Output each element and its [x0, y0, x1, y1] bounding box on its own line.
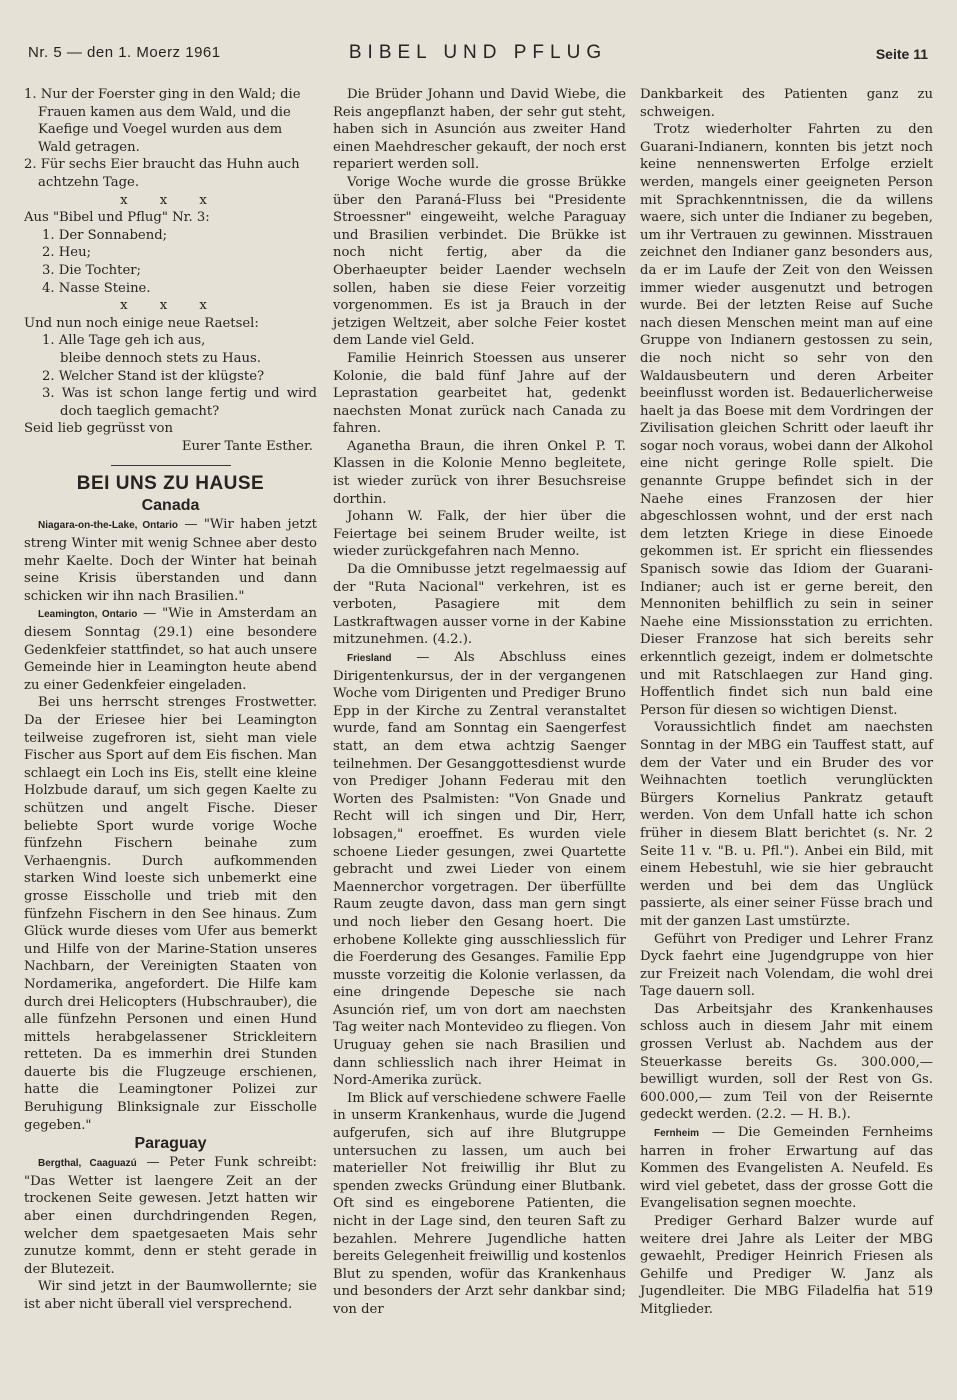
report-leamington: Leamington, Ontario — "Wie in Amsterdam an diesem Sonntag (29.1) eine besondere Gedenkfeier stattfindet, so hat auch unsere Gemeinde hier in Leamington heute abend zu einer Gedenkfeier eingeladen.	[24, 606, 317, 693]
country-heading-paraguay: Paraguay	[134, 1135, 207, 1153]
new-riddles-intro: Und nun noch einige neue Raetsel:	[24, 315, 259, 331]
riddle-section	[24, 86, 317, 455]
riddle-line: 2. Welcher Stand ist der klügste?	[42, 368, 265, 384]
paragraph: Im Blick auf verschiedene schwere Faelle in unserm Krankenhaus, wurde die Jugend aufgerufen, sich auf ihre Blutgruppe untersuchen zu lassen, um auch bei materieller Not freiwillig ihr Blut zu spenden zwecks Gründung einer Blutbank. Oft sind es eingeborene Patienten, die nicht in der Lage sind, den teuren Saft zu bezahlen. Mehrere Jugendliche hatten bereits Gelegenheit freiwillig und kostenlos Blut zu spenden, wofür das Krankenhaus und besonders der Arzt sehr dankbar sind; von der	[333, 1090, 626, 1317]
report-friesland: Friesland — Als Abschluss eines Dirigentenkursus, der in der vergangenen Woche vom Dirigenten und Prediger Bruno Epp in der Kirche zu Zentral veranstaltet wurde, fand am Sonntag ein Saengerfest statt, an dem etwa achtzig Saenger teilnehmen. Der Gesanggottesdienst wurde von Prediger Johann Federau mit den Worten des Psalmisten: "Von Gnade und Recht will ich singen und Dir, Herr, lobsagen," eroeffnet. Es wurden viele schoene Lieder gesungen, zwei Quartette gebracht und zwei Lieder von einem Maennerchor vorgetragen. Der überfüllte Raum zeugte davon, dass man gern singt und noch lieber den Gesang hoert. Die erhobene Kollekte ging ausschliesslich für die Foerderung des Gesanges. Familie Epp musste vorzeitig die Kolonie verlassen, da eine dringende Depesche sie nach Asunción rief, um von dort am naechsten Tag weiter nach Montevideo zu fliegen. Von Uruguay gehen sie nach Brasilien und dann schliesslich nach ihrer Heimat in Nord-Amerika zurück.	[333, 650, 627, 1089]
paragraph: Geführt von Prediger und Lehrer Franz Dyck faehrt eine Jugendgruppe von hier zur Freizeit nach Volendam, die wohl drei Tage dauern soll.	[640, 931, 933, 1000]
paragraph: Die Brüder Johann und David Wiebe, die Reis angepflanzt haben, der sehr gut steht, haben sich in Asunción aus zweiter Hand einen Maehdrescher gekauft, der noch erst repariert werden soll.	[333, 87, 626, 173]
answer-line: 4. Nasse Steine.	[42, 280, 151, 296]
publication-title: BIBEL UND PFLUG	[348, 42, 608, 63]
paragraph: Bei uns herrscht strenges Frostwetter. Da der Eriesee hier bei Leamington teilweise zugefroren ist, sieht man viele Fischer aus Sport auf dem Eis fischen. Man schlaegt ein Loch ins Eis, stellt eine kleine Holzbude darauf, um sich gegen Kaelte zu schützen und angelt Fische. Dieser beliebte Sport wurde vorige Woche fünfzehn Fischern beinahe zum Verhaengnis. Durch aufkommenden starken Wind loeste sich unbemerkt eine grosse Eisscholle und trieb mit den fünfzehn Fischern in den See hinaus. Zum Glück wurde dieses vom Ufer aus bemerkt und Hilfe von der Marine-Station unseres Nachbarn, der Vereinigten Staaten von Nordamerika, angefordert. Die Hilfe kam durch drei Helicopters (Hubschrauber), die alle fünfzehn Personen und einen Hund mittels herabgelassener Strickleitern retteten. Da es immerhin drei Stunden dauerte bis die Flugzeuge erschienen, hatte die Leamingtoner Polizei zur Beruhigung Blinksignale zur Eisscholle gegeben."	[24, 695, 317, 1133]
report-bergthal: Bergthal, Caaguazú — Peter Funk schreibt: "Das Wetter ist laengere Zeit an der trockenen Seite gewesen. Jetzt hatten wir aber einen durchdringenden Regen, welcher dem spaetgesaeten Mais sehr zunutze kommt, denn er steht gerade in der Blutezeit.	[24, 1155, 317, 1277]
answer-line: 1. Der Sonnabend;	[42, 227, 168, 243]
paragraph: Familie Heinrich Stoessen aus unserer Kolonie, die bald fünf Jahre auf der Leprastation gearbeitet hat, gedenkt naechsten Monat zurück nach Canada zu fahren.	[333, 350, 626, 437]
paragraph: Wir sind jetzt in der Baumwollernte; sie ist aber nicht überall viel versprechend.	[24, 1279, 317, 1312]
country-heading-canada: Canada	[141, 497, 200, 515]
separator-marks: x x x	[120, 192, 221, 208]
paragraph: Das Arbeitsjahr des Krankenhauses schloss auch in diesem Jahr mit einem grossen Verlust ab. Nachdem aus der Steuerkasse bereits Gs. 300.000,— bewilligt wurden, soll der Rest von Gs. 600.000,— zum Teil von der Reisernte gedeckt werden. (2.2. — H. B.).	[640, 1001, 933, 1123]
column-2	[333, 86, 626, 1319]
paragraph: Dankbarkeit des Patienten ganz zu schweigen.	[640, 87, 933, 120]
greeting: Seid lieb gegrüsst von	[24, 421, 173, 437]
report-fernheim: Fernheim — Die Gemeinden Fernheims harren in froher Erwartung auf das Kommen des Evangelisten A. Neufeld. Es wird viel gebetet, dass der grosse Gott die Evangelisation segnen moechte.	[640, 1125, 933, 1212]
separator-marks: x x x	[120, 298, 221, 314]
page-header	[28, 40, 928, 68]
answer-2: 2. Für sechs Eier braucht das Huhn auch achtzehn Tage.	[24, 157, 300, 190]
paragraph: Voraussichtlich findet am naechsten Sonntag in der MBG ein Tauffest statt, auf dem der Vater und ein Bruder des vor Weihnachten toetlich verunglückten Bürgers Kornelius Pankratz getauft werden. Von dem Unfall hatte ich schon früher in diesem Blatt berichtet (s. Nr. 2 Seite 11 v. "B. u. Pfl."). Anbei ein Bild, mit einem Hebestuhl, wie sie hier gebraucht werden und bei dem das Unglück passierte, als einer seiner Füsse brach und mit der ganzen Last umstürzte.	[640, 720, 933, 929]
place-name: Friesland	[347, 653, 392, 664]
paragraph: Vorige Woche wurde die grosse Brükke über den Paraná-Fluss bei "Presidente Stroessner" eingeweiht, welche Paraguay und Brasilien verbindet. Die Brükke ist noch nicht fertig, aber da die Oberhaeupter beider Laender wechseln sollen, haben sie diese Feier vorzeitig vorgenommen. Es ist ja Brauch in der jetzigen Weltzeit, aber solche Feier kostet dem Lande viel Geld.	[333, 174, 626, 349]
answers-intro: Aus "Bibel und Pflug" Nr. 3:	[24, 210, 210, 226]
paragraph: Da die Omnibusse jetzt regelmaessig auf der "Ruta Nacional" verkehren, ist es verboten, Pasagiere mit dem Lastkraftwagen ausser vorne in der Kabine mitzunehmen. (4.2.).	[333, 562, 626, 648]
issue-date: Nr. 5 — den 1. Moerz 1961	[28, 44, 221, 61]
riddle-line: 3. Was ist schon lange fertig und wird doch taeglich gemacht?	[42, 386, 317, 419]
section-title: BEI UNS ZU HAUSE	[76, 473, 265, 495]
page-number: Seite 11	[875, 46, 928, 62]
riddle-line: bleibe dennoch stets zu Haus.	[60, 350, 261, 366]
paragraph: Trotz wiederholter Fahrten zu den Guarani-Indianern, konnten bis jetzt noch keine nennenswerten Erfolge erzielt werden, mangels einer geeigneten Person mit Sprachkenntnissen, die da willens waere, sich unter die Indianer zu begeben, um ihr Vertrauen zu gewinnen. Misstrauen zeichnet den Indianer ganz besonders aus, da er im Laufe der Zeit von den Weissen immer wieder ausgenutzt und betrogen wurde. Bei der letzten Reise auf Suche nach diesen Menschen meint man auf eine Gruppe von Indianern gestossen zu sein, die noch nicht so sehr von den Waldausbeutern und deren Arbeiter beeinflusst worden ist. Bedauerlicherweise haelt ja das Boese mit dem Vordringen der Zivilisation gleichen Schritt oder laeuft ihr sogar noch voraus, wobei dann der Alkohol eine nicht geringe Rolle spielt. Die genannte Gruppe befindet sich in der Naehe eines Franzosen der hier abgeschlossen wohnt, und der erst nach dem letzten Kriege in diese Einoede gekommen ist. Er spricht ein fliessendes Spanisch sowie das Idiom der Guarani-Indianer; auch ist er gerne bereit, den Mennoniten behilflich zu sein in seiner Naehe eine Missionsstation zu errichten. Dieser Franzose hat sich bereits sehr erkenntlich gezeigt, indem er dolmetschte und mit Ratschlaegen zur Hand ging. Hoffentlich findet sich nun bald eine Person für diesen so wichtigen Dienst.	[640, 122, 933, 718]
column-3	[640, 86, 933, 1319]
place-name: Leamington, Ontario	[38, 609, 138, 621]
paragraph: Prediger Gerhard Balzer wurde auf weitere drei Jahre als Leiter der MBG gewaehlt, Prediger Heinrich Friesen als Gehilfe und Prediger W. Janz als Jugendleiter. Die MBG Filadelfia hat 519 Mitglieder.	[640, 1214, 933, 1317]
place-name: Niagara-on-the-Lake, Ontario	[38, 520, 178, 532]
riddle-line: 1. Alle Tage geh ich aus,	[42, 333, 206, 349]
answer-line: 3. Die Tochter;	[42, 262, 142, 278]
answer-line: 2. Heu;	[42, 245, 92, 261]
place-name: Fernheim	[654, 1128, 700, 1140]
report-niagara: Niagara-on-the-Lake, Ontario — "Wir haben jetzt streng Winter mit wenig Schnee aber desto mehr Kaelte. Doch der Winter hat beinah seine Krisis überstanden und dann schicken wir ihn nach Brasilien."	[24, 517, 317, 604]
divider	[111, 465, 231, 466]
answer-1: 1. Nur der Foerster ging in den Wald; die Frauen kamen aus dem Wald, und die Kaefige und Voegel wurden aus dem Wald getragen.	[24, 87, 301, 155]
place-name: Bergthal, Caaguazú	[38, 1158, 137, 1170]
paragraph: Aganetha Braun, die ihren Onkel P. T. Klassen in die Kolonie Menno begleitete, ist wieder zurück von ihrer Besuchsreise dorthin.	[333, 438, 626, 507]
signature: Eurer Tante Esther.	[181, 438, 313, 454]
column-1	[24, 86, 317, 1314]
paragraph: Johann W. Falk, der hier über die Feiertage bei seinem Bruder weilte, ist wieder zurückgefahren nach Menno.	[333, 509, 626, 560]
